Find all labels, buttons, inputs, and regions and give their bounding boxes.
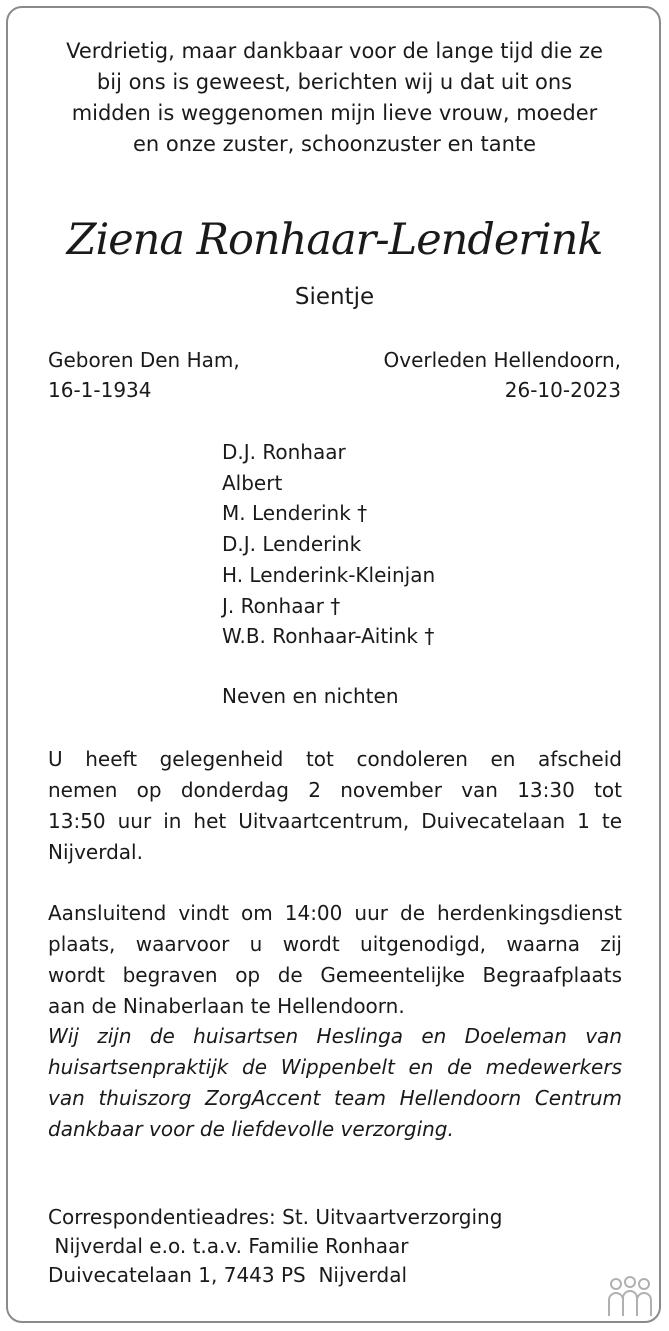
- family-list: [222, 437, 435, 652]
- correspondence-address: [48, 1203, 502, 1290]
- death-info: [383, 345, 621, 405]
- intro-line: bij ons is geweest, berichten wij u dat uit ons: [96, 70, 573, 94]
- condolence-line: Nijverdal.: [48, 840, 143, 864]
- condolence-paragraph: [48, 744, 622, 868]
- address-line: Duivecatelaan 1, 7443 PS Nijverdal: [48, 1263, 408, 1287]
- thanks-line: huisartsenpraktijk de Wippenbelt en de medewerkers: [48, 1055, 622, 1079]
- family-member: W.B. Ronhaar-Aitink †: [222, 624, 435, 649]
- service-line: Aansluitend vindt om 14:00 uur de herdenkingsdienst: [48, 901, 622, 925]
- relatives-line: Neven en nichten: [222, 684, 399, 708]
- thanks-paragraph: [48, 1021, 622, 1145]
- address-line: Nijverdal e.o. t.a.v. Familie Ronhaar: [48, 1234, 409, 1258]
- intro-line: Verdrietig, maar dankbaar voor de lange tijd die ze: [66, 39, 603, 63]
- thanks-line: dankbaar voor de liefdevolle verzorging.: [48, 1117, 454, 1141]
- nickname: Sientje: [294, 284, 375, 310]
- condolence-line: 13:50 uur in het Uitvaartcentrum, Duivecatelaan 1 te: [48, 809, 622, 833]
- death-date: 26-10-2023: [504, 378, 621, 402]
- death-place: Overleden Hellendoorn,: [383, 348, 621, 372]
- family-member: D.J. Lenderink: [222, 532, 362, 557]
- family-member: M. Lenderink †: [222, 501, 368, 526]
- family-member: H. Lenderink-Kleinjan: [222, 562, 436, 587]
- birth-date: 16-1-1934: [48, 378, 152, 402]
- condolence-line: nemen op donderdag 2 november van 13:30 tot: [48, 778, 622, 802]
- service-line: wordt begraven op de Gemeentelijke Begraafplaats: [48, 963, 622, 987]
- intro-text: [30, 36, 639, 160]
- service-paragraph: [48, 898, 622, 1022]
- condolence-line: U heeft gelegenheid tot condoleren en afscheid: [48, 747, 622, 771]
- birth-place: Geboren Den Ham,: [48, 348, 240, 372]
- deceased-name: Ziena Ronhaar-Lenderink: [66, 215, 603, 265]
- intro-line: en onze zuster, schoonzuster en tante: [132, 132, 537, 156]
- thanks-line: Wij zijn de huisartsen Heslinga en Doeleman van: [48, 1024, 622, 1048]
- address-line: Correspondentieadres: St. Uitvaartverzorging: [48, 1205, 503, 1229]
- family-member: D.J. Ronhaar: [222, 440, 346, 464]
- thanks-line: van thuiszorg ZorgAccent team Hellendoorn Centrum: [48, 1086, 622, 1110]
- intro-line: midden is weggenomen mijn lieve vrouw, moeder: [71, 101, 598, 125]
- family-member: Albert: [222, 470, 283, 495]
- people-group-icon: [606, 1276, 654, 1320]
- birth-info: [48, 345, 240, 405]
- family-member: J. Ronhaar †: [222, 593, 341, 618]
- service-line: aan de Ninaberlaan te Hellendoorn.: [48, 994, 405, 1018]
- service-line: plaats, waarvoor u wordt uitgenodigd, waarna zij: [48, 932, 622, 956]
